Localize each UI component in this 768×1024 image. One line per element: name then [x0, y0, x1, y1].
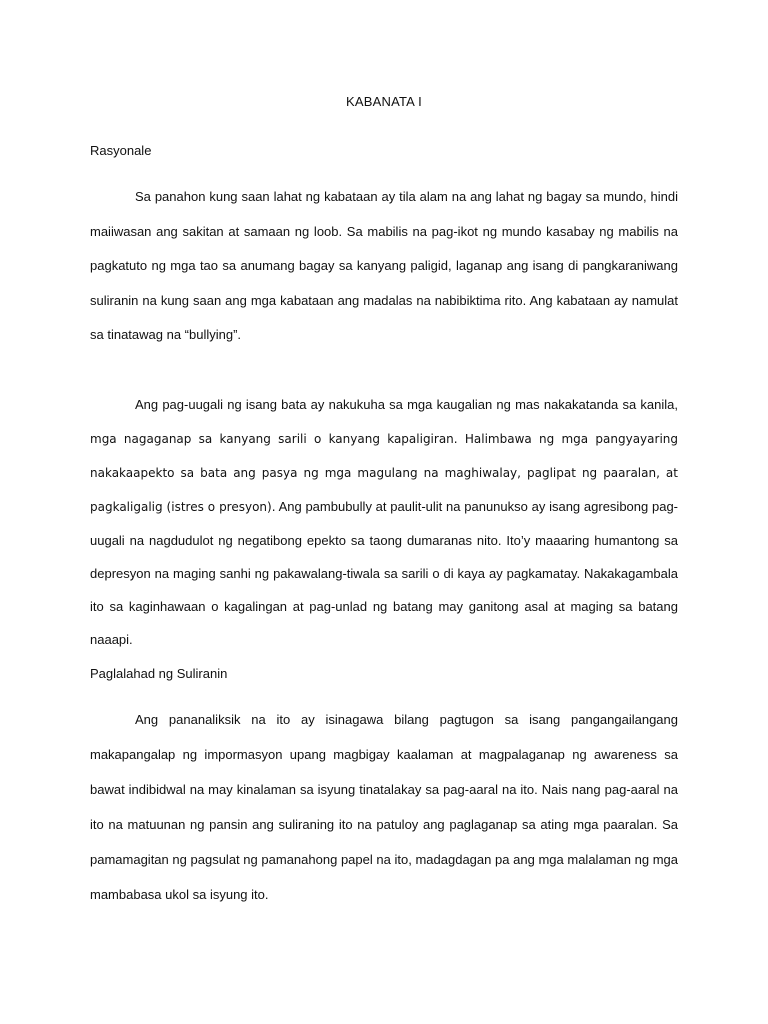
paragraph-rasyonale-1: Sa panahon kung saan lahat ng kabataan ay tila alam na ang lahat ng bagay sa mundo, hindi maiiwasan ang sakitan at samaan ng loob. Sa mabilis na pag-ikot ng mundo kasabay ng mabilis na pagkatuto ng mga tao sa anumang bagay sa kanyang paligid, laganap ang isang di pangkaraniwang suliranin na kung saan ang mga kabataan ang madalas na nabibiktima rito. Ang kabataan ay namulat sa tinatawag na “bullying”.: [90, 189, 678, 342]
chapter-title: KABANATA I: [346, 94, 422, 109]
paragraph-rasyonale-2: [90, 388, 678, 656]
paragraph-text-segment-alt-font: mga nagaganap sa kanyang sarili o kanyang kapaligiran. Halimbawa ng mga pangyayaring nakakaapekto sa bata ang pasya ng mga magulang na maghiwalay, paglipat ng paaralan, at pagkaligalig (istres o presyon).: [90, 432, 678, 514]
section-heading-paglalahad: Paglalahad ng Suliranin: [90, 666, 228, 681]
paragraph-text-segment: Ang pambubully at paulit-ulit na panunukso ay isang agresibong pag-uugali na nagdudulot ng negatibong epekto sa taong dumaranas nito. Ito’y maaaring humantong sa depresyon na maging sanhi ng pakawalang-tiwala sa sarili o di kaya ay pagkamatay. Nakakagambala ito sa kaginhawaan o kagalingan at pag-unlad ng batang may ganitong asal at maging sa batang naaapi.: [90, 499, 679, 647]
paragraph-paglalahad-1: Ang pananaliksik na ito ay isinagawa bilang pagtugon sa isang pangangailangang makapangalap ng impormasyon upang magbigay kaalaman at magpalaganap ng awareness sa bawat indibidwal na may kinalaman sa isyung tinatalakay sa pag-aaral na ito. Nais nang pag-aaral na ito na matuunan ng pansin ang suliraning ito na patuloy ang paglaganap sa ating mga paaralan. Sa pamamagitan ng pagsulat ng pamanahong papel na ito, madagdagan pa ang mga malalaman ng mga mambabasa ukol sa isyung ito.: [90, 712, 678, 902]
paragraph-text-segment: Ang pag-uugali ng isang bata ay nakukuha sa mga kaugalian ng mas nakakatanda sa kanila,: [135, 397, 678, 412]
section-heading-rasyonale: Rasyonale: [90, 143, 152, 158]
